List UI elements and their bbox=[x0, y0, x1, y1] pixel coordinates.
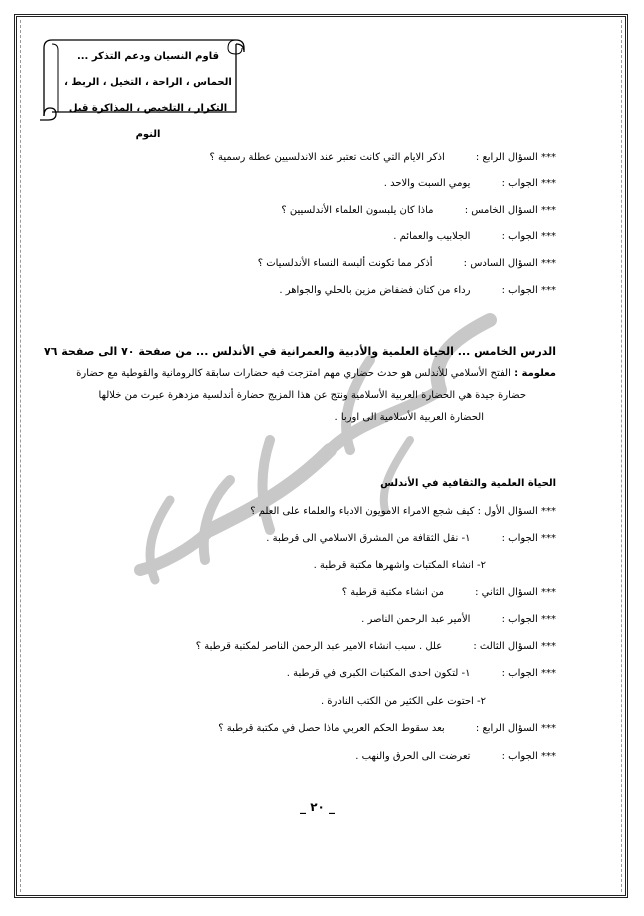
scroll-line-2: الحماس ، الراحة ، التخيل ، الربط ، bbox=[64, 77, 232, 88]
scroll-line-1: قاوم النسيان ودعم التذكر ... bbox=[76, 51, 220, 62]
qa-text: يومي السبت والاحد . bbox=[383, 178, 471, 189]
qa-top-row bbox=[209, 152, 556, 163]
qa-text: تعرضت الى الحرق والنهب . bbox=[355, 751, 471, 762]
qa-text: ٢- انشاء المكتبات واشهرها مكتبة قرطبة . bbox=[313, 560, 486, 571]
qa-label: *** السؤال الخامس : bbox=[464, 205, 556, 216]
qa-bottom-row bbox=[218, 723, 556, 734]
info-line-1: الفتح الأسلامي للأندلس هو حدث حضاري مهم امتزجت فيه حضارات سابقة كالرومانية والقوطية مع حضارة bbox=[76, 368, 511, 379]
qa-top-row bbox=[258, 258, 556, 269]
scroll-line-3: التكرار ، التلخيص ، المذاكرة قبل النوم bbox=[68, 103, 228, 140]
qa-bottom-row bbox=[355, 751, 556, 762]
info-paragraph bbox=[76, 363, 556, 429]
section-title: الحياة العلمية والثقافية في الأندلس bbox=[380, 478, 556, 489]
qa-label: *** السؤال الرابع : bbox=[475, 152, 556, 163]
info-line-3: الحضارة العربية الأسلامية الى اوربا . bbox=[334, 412, 484, 423]
qa-text: ١- نقل الثقافة من المشرق الاسلامي الى قرطبة . bbox=[266, 533, 471, 544]
qa-text: الأمير عبد الرحمن الناصر . bbox=[361, 614, 471, 625]
qa-text: بعد سقوط الحكم العربي ماذا حصل في مكتبة قرطبة ؟ bbox=[218, 723, 445, 734]
qa-label: *** السؤال الثاني : bbox=[475, 587, 556, 598]
qa-text: ماذا كان يلبسون العلماء الأندلسيين ؟ bbox=[281, 205, 434, 216]
qa-label: *** الجواب : bbox=[501, 178, 556, 189]
qa-bottom-row bbox=[196, 641, 556, 652]
qa-bottom-row bbox=[342, 587, 556, 598]
lesson-title: الدرس الخامس ... الحياة العلمية والأدبية والعمرانية في الأندلس ... من صفحة ٧٠ الى صفحة ٧٦ bbox=[43, 345, 556, 358]
qa-text: ١- لتكون احدى المكتبات الكبرى في قرطبة . bbox=[286, 668, 471, 679]
qa-top-row bbox=[281, 205, 556, 216]
qa-bottom-row bbox=[361, 614, 556, 625]
qa-label: *** الجواب : bbox=[501, 668, 556, 679]
info-label: معلومة : bbox=[514, 368, 556, 379]
qa-label: *** الجواب : bbox=[501, 533, 556, 544]
qa-top-row bbox=[384, 178, 556, 189]
page-number: _ ٢٠ _ bbox=[300, 800, 336, 814]
qa-bottom-row bbox=[314, 560, 486, 571]
qa-text: رداء من كتان فضفاض مزين بالحلي والجواهر . bbox=[279, 285, 471, 296]
qa-text: كيف شجع الامراء الامويون الادباء والعلماء على العلم ؟ bbox=[250, 506, 475, 517]
qa-top-row bbox=[279, 285, 556, 296]
qa-bottom-row bbox=[287, 668, 556, 679]
qa-bottom-row bbox=[250, 506, 556, 517]
qa-text: علل . سبب انشاء الامير عبد الرحمن الناصر لمكتبة قرطبة ؟ bbox=[195, 641, 443, 652]
qa-text: من انشاء مكتبة قرطبة ؟ bbox=[341, 587, 444, 598]
qa-text: ٢- احتوت على الكثير من الكتب النادرة . bbox=[320, 696, 486, 707]
qa-label: *** السؤال الثالث : bbox=[473, 641, 556, 652]
qa-bottom-row bbox=[321, 696, 486, 707]
qa-text: الجلابيب والعمائم . bbox=[393, 231, 471, 242]
qa-label: *** السؤال الأول : bbox=[477, 506, 556, 517]
scroll-note-box bbox=[36, 30, 248, 140]
info-line-2: حضارة جيدة هي الحضارة العربية الأسلامية ونتج عن هذا المزيج حضارة أندلسية مزدهرة عبرت من خلالها bbox=[98, 390, 526, 401]
qa-label: *** السؤال الرابع : bbox=[475, 723, 556, 734]
qa-text: أذكر مما تكونت ألبسة النساء الأندلسيات ؟ bbox=[257, 258, 433, 269]
qa-top-row bbox=[393, 231, 556, 242]
qa-label: *** السؤال السادس : bbox=[463, 258, 556, 269]
qa-label: *** الجواب : bbox=[501, 231, 556, 242]
qa-text: اذكر الايام التي كانت تعتبر عند الاندلسيين عطلة رسمية ؟ bbox=[209, 152, 445, 163]
qa-label: *** الجواب : bbox=[501, 614, 556, 625]
qa-label: *** الجواب : bbox=[501, 751, 556, 762]
qa-label: *** الجواب : bbox=[501, 285, 556, 296]
qa-bottom-row bbox=[266, 533, 556, 544]
